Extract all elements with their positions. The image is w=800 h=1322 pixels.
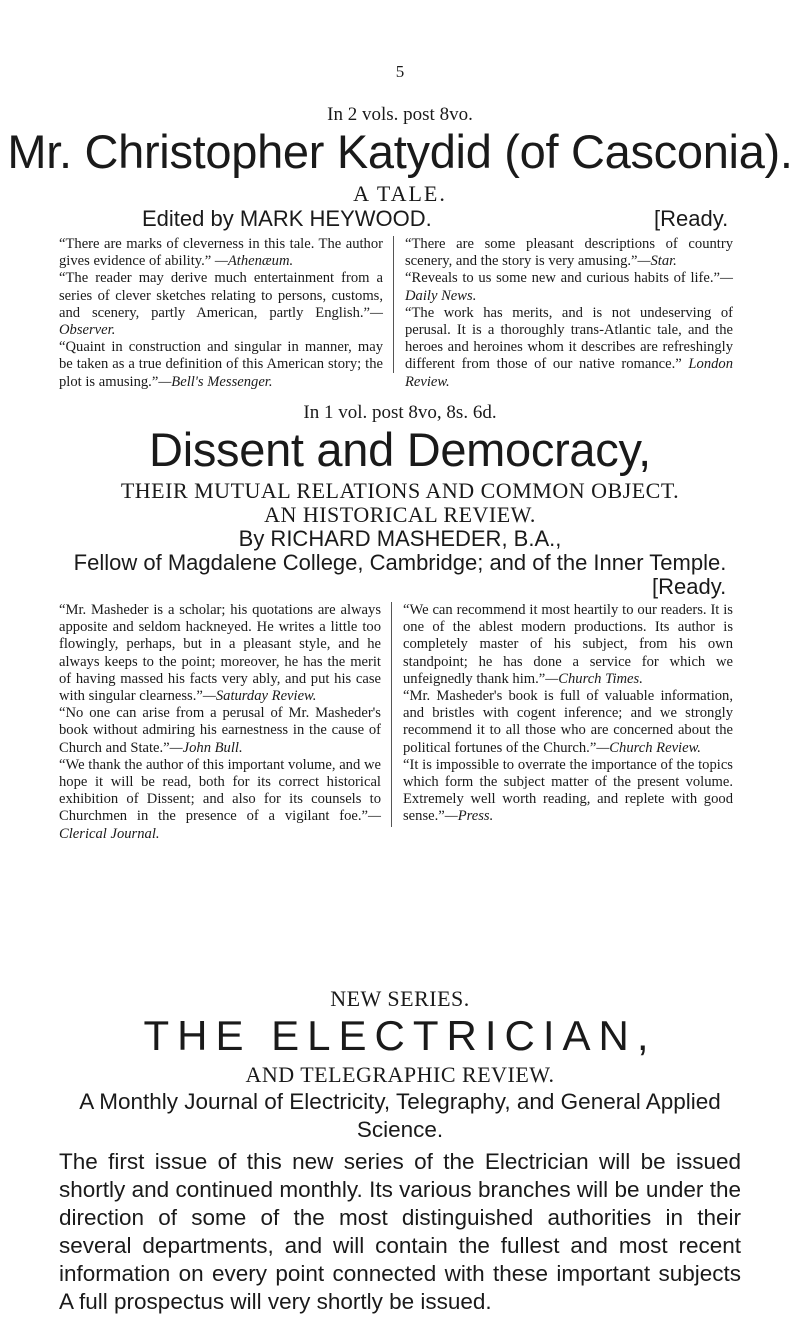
review-text: “We can recommend it most heartily to our readers. It is one of the ablest modern productions. Its author is completely master of his subject, from his own standpoint; he has done a service for which we unfeignedly thank him.”: [403, 602, 733, 687]
book1-reviews: [59, 236, 741, 391]
review-source: —Saturday Review.: [202, 688, 317, 705]
book2-subtitle-1: THEIR MUTUAL RELATIONS AND COMMON OBJECT.: [120, 478, 680, 503]
book3-paragraph: The first issue of this new series of the Electrician will be issued shortly and continued monthly. Its various branches will be under the direction of some of the most distinguished authorities in their several departments, and will contain the fullest and most recent information on every point connected with these important subjects A full prospectus will very shortly be issued.: [59, 1149, 741, 1314]
review-text: “It is impossible to overrate the importance of the topics which form the subject matter of the present volume. Extremely well worth reading, and replete with good sense.”: [403, 756, 733, 825]
review-text: “Mr. Masheder's book is full of valuable information, and bristles with cogent inference; and we strongly recommend it to all those who are concerned about the political fortunes of the Church.”: [403, 688, 733, 756]
book2-title: Dissent and Democracy,: [149, 423, 651, 476]
review-source: —Bell's Messenger.: [158, 373, 273, 390]
book2-status: [Ready.: [652, 574, 727, 599]
book1-edition: In 2 vols. post 8vo.: [327, 104, 473, 125]
review: [59, 757, 381, 843]
review-source: —Clerical Journal.: [59, 808, 381, 842]
book3-title: THE ELECTRICIAN,: [143, 1012, 657, 1059]
review-text: “No one can arise from a perusal of Mr. Masheder's book without admiring his earnestness in the cause of Church and State.”: [59, 705, 381, 756]
review: [59, 705, 381, 757]
book2-reviews-right: [392, 602, 733, 843]
review-source: —Church Times.: [545, 670, 643, 687]
review-text: “Reveals to us some new and curious habits of life.”: [405, 270, 721, 287]
book1-title: Mr. Christopher Katydid (of Casconia).: [7, 125, 793, 178]
review-source: —Star.: [637, 253, 677, 270]
book2-reviews-left: [59, 602, 391, 843]
book2-reviews: [59, 602, 741, 843]
book1-subtitle: A TALE.: [353, 181, 447, 206]
review-text: “Quaint in construction and singular in manner, may be taken as a true definition of this American story; the plot is amusing.”: [59, 339, 383, 390]
review: [59, 270, 383, 339]
review-text: “There are marks of cleverness in this tale. The author gives evidence of ability.”: [59, 236, 383, 270]
review: [59, 602, 381, 705]
review-text: “The reader may derive much entertainment from a series of clever sketches relating to persons, customs, and scenery, partly American, partly English.”: [59, 270, 383, 321]
review: [405, 305, 733, 391]
book1-editor: Edited by MARK HEYWOOD.: [142, 206, 432, 231]
review-text: “We thank the author of this important volume, and we hope it will be read, both for its correct historical exhibition of Dissent; and also for its counsels to Churchmen in the presence of a vigilant foe.”: [59, 756, 381, 825]
review-source: —Press.: [444, 808, 494, 825]
book2-subtitle-2: AN HISTORICAL REVIEW.: [264, 502, 536, 527]
book3-subtitle: AND TELEGRAPHIC REVIEW.: [245, 1062, 555, 1087]
review: [59, 236, 383, 270]
review-source: —Daily News.: [405, 270, 733, 304]
review-source: —Church Review.: [596, 739, 701, 756]
book1-reviews-right: [394, 236, 733, 391]
book3-series: NEW SERIES.: [330, 986, 470, 1011]
review: [403, 688, 733, 757]
review-source: —John Bull.: [169, 739, 243, 756]
review-source: —Athenæum.: [214, 253, 294, 270]
page-number: 5: [395, 62, 405, 81]
review: [403, 602, 733, 688]
review: [59, 339, 383, 391]
book1-reviews-left: [59, 236, 393, 391]
book2-affiliation: Fellow of Magdalene College, Cambridge; and of the Inner Temple.: [73, 550, 727, 575]
review-source: London Review.: [405, 356, 734, 390]
review: [405, 236, 733, 270]
review-source: —Observer.: [59, 304, 383, 339]
book2-author: By RICHARD MASHEDER, B.A.,: [238, 526, 562, 551]
review-text: “The work has merits, and is not undeserving of perusal. It is a thoroughly trans-Atlantic tale, and the heroes and heroines whom it describes are refreshingly different from those of our native romance.”: [405, 304, 733, 373]
book3-tagline: A Monthly Journal of Electricity, Telegraphy, and General Applied Science.: [79, 1089, 721, 1142]
review-text: “There are some pleasant descriptions of country scenery, and the story is very amusing.”: [405, 236, 733, 270]
review: [403, 757, 733, 826]
book2-edition: In 1 vol. post 8vo, 8s. 6d.: [303, 402, 497, 423]
review-text: “Mr. Masheder is a scholar; his quotations are always apposite and seldom hackneyed. He writes a little too flowingly, perhaps, but in a pleasant style, and he always keeps to the point; moreover, he has the merit of having massed his facts very ably, and put his case with singular clearness.”: [59, 602, 381, 705]
book1-status: [Ready.: [654, 206, 729, 231]
review: [405, 270, 733, 304]
